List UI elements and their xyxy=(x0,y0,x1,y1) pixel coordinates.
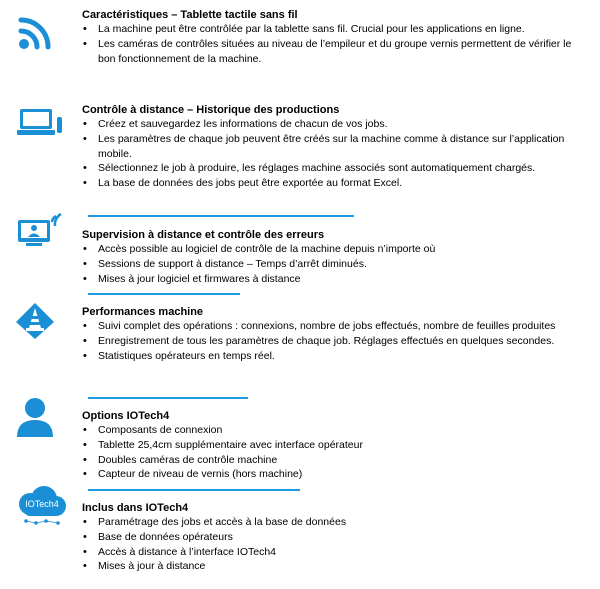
list-item: • Sessions de support à distance – Temps d’arrêt diminués. xyxy=(82,257,590,272)
section-supervision xyxy=(82,228,590,286)
list-item: • Doubles caméras de contrôle machine xyxy=(82,453,590,468)
list-item: • Paramétrage des jobs et accès à la base de données xyxy=(82,515,590,530)
user-icon xyxy=(15,396,55,438)
computer-icon xyxy=(14,107,64,141)
list-item: • Accès à distance à l’interface IOTech4 xyxy=(82,545,590,560)
list-item: • La base de données des jobs peut être exportée au format Excel. xyxy=(82,176,590,191)
section-title: Performances machine xyxy=(82,306,204,318)
bullet-list xyxy=(82,423,590,482)
divider xyxy=(88,215,354,217)
list-item: • Base de données opérateurs xyxy=(82,530,590,545)
list-item: • Mises à jour logiciel et firmwares à distance xyxy=(82,272,590,287)
section-characteristics xyxy=(82,8,590,66)
section-title: Options IOTech4 xyxy=(82,410,170,422)
divider xyxy=(88,489,300,491)
list-item: • Suivi complet des opérations : connexions, nombre de jobs effectués, nombre de feuilles produites xyxy=(82,319,590,334)
wifi-icon xyxy=(16,14,54,52)
section-performance xyxy=(82,305,590,363)
list-item: • Sélectionnez le job à produire, les réglages machine associés sont automatiquement chargés. xyxy=(82,161,590,176)
bullet-list xyxy=(82,515,590,574)
performance-cone-icon xyxy=(15,302,55,340)
section-title: Inclus dans IOTech4 xyxy=(82,502,189,514)
bullet-list xyxy=(82,22,590,66)
list-item: • Enregistrement de tous les paramètres de chaque job. Réglages effectués en quelques secondes. xyxy=(82,334,590,349)
iotech4-cloud-icon xyxy=(14,484,70,528)
section-options xyxy=(82,409,590,482)
list-item: • Tablette 25,4cm supplémentaire avec interface opérateur xyxy=(82,438,590,453)
list-item: • Mises à jour à distance xyxy=(82,559,590,574)
cloud-icon-label: IOTech4 xyxy=(25,499,59,509)
divider xyxy=(88,397,248,399)
section-title: Caractéristiques – Tablette tactile sans fil xyxy=(82,9,298,21)
section-title: Supervision à distance et contrôle des erreurs xyxy=(82,229,325,241)
section-remote-control xyxy=(82,103,590,191)
section-included xyxy=(82,501,590,574)
divider xyxy=(88,293,240,295)
list-item: • Les caméras de contrôles situées au niveau de l’empileur et du groupe vernis permettent de vérifier le bon fonctionnement de la machine. xyxy=(82,37,590,67)
list-item: • Créez et sauvegardez les informations de chacun de vos jobs. xyxy=(82,117,590,132)
list-item: • Statistiques opérateurs en temps réel. xyxy=(82,349,590,364)
list-item: • Capteur de niveau de vernis (hors machine) xyxy=(82,467,590,482)
remote-support-icon xyxy=(16,212,64,248)
list-item: • Composants de connexion xyxy=(82,423,590,438)
list-item: • Les paramètres de chaque job peuvent être créés sur la machine comme à distance sur l’application mobile. xyxy=(82,132,590,162)
list-item: • La machine peut être contrôlée par la tablette sans fil. Crucial pour les applications en ligne. xyxy=(82,22,590,37)
bullet-list xyxy=(82,242,590,286)
bullet-list xyxy=(82,117,590,191)
section-title: Contrôle à distance – Historique des productions xyxy=(82,104,340,116)
bullet-list xyxy=(82,319,590,363)
list-item: • Accès possible au logiciel de contrôle de la machine depuis n’importe où xyxy=(82,242,590,257)
